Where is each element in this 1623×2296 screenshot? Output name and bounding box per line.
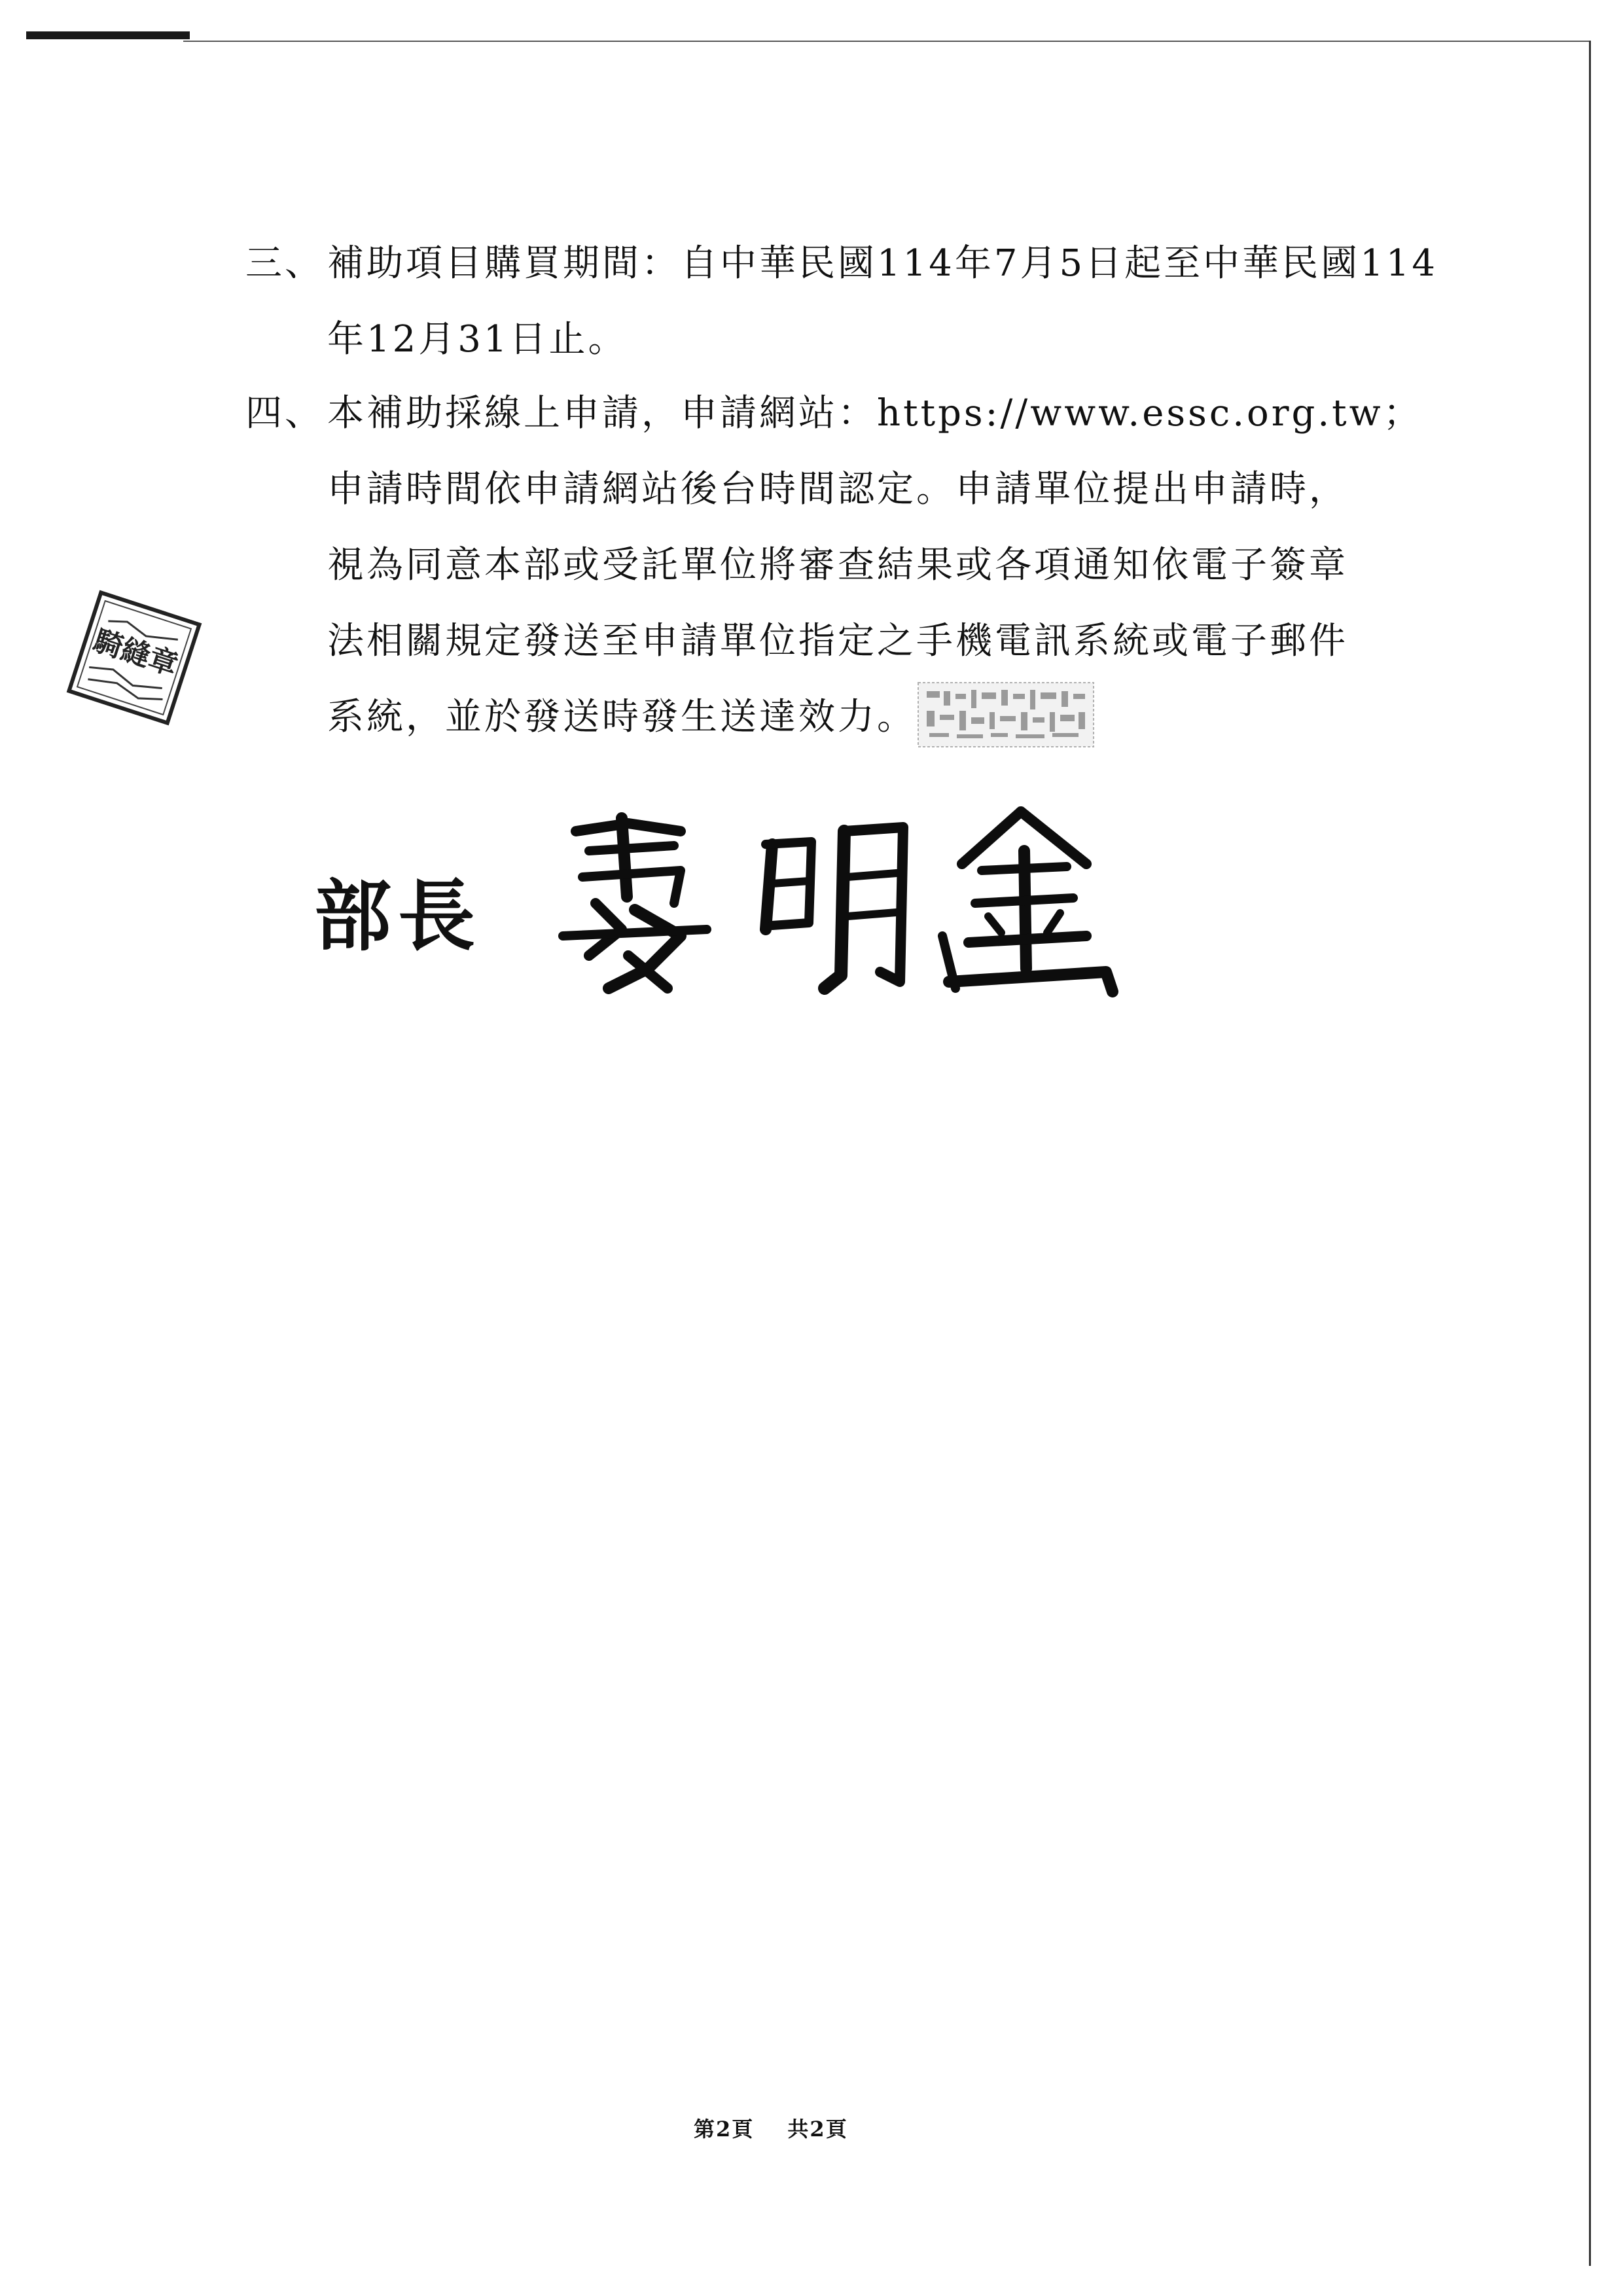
seam-seal-stamp-icon <box>64 588 204 728</box>
scan-artifact-top-edge <box>183 41 1590 42</box>
handwritten-signature <box>550 805 1126 1001</box>
signature-title: 部長 <box>314 871 482 961</box>
section-line-text: 系統，並於發送時發生送達效力。 <box>327 696 916 738</box>
minister-signature-block <box>314 805 1132 1001</box>
section-line-last <box>245 679 1436 755</box>
section-line: 法相關規定發送至申請單位指定之手機電訊系統或電子郵件 <box>327 620 1348 662</box>
section-line: 申請時間依申請網站後台時間認定。申請單位提出申請時， <box>327 468 1348 511</box>
section-line: 補助項目購買期間：自中華民國114年7月5日起至中華民國114 <box>327 242 1438 285</box>
current-page-label: 第2頁 <box>694 2117 755 2142</box>
total-pages-label: 共2頁 <box>787 2117 848 2142</box>
scan-artifact-right-edge <box>1589 41 1591 2266</box>
page-footer <box>694 2113 848 2143</box>
section-four <box>245 376 1436 755</box>
qr-code-stamp-icon <box>918 682 1094 747</box>
section-number: 四、 <box>245 392 324 435</box>
section-line: 本補助採線上申請，申請網站：https://www.essc.org.tw； <box>327 392 1423 435</box>
section-three <box>245 226 1436 378</box>
section-line: 年12月31日止。 <box>327 318 628 361</box>
scan-artifact-top-bar <box>26 31 190 39</box>
side-stamp-text: 騎縫章 <box>89 624 182 683</box>
section-line: 視為同意本部或受託單位將審查結果或各項通知依電子簽章 <box>327 544 1348 586</box>
section-number: 三、 <box>245 242 324 285</box>
